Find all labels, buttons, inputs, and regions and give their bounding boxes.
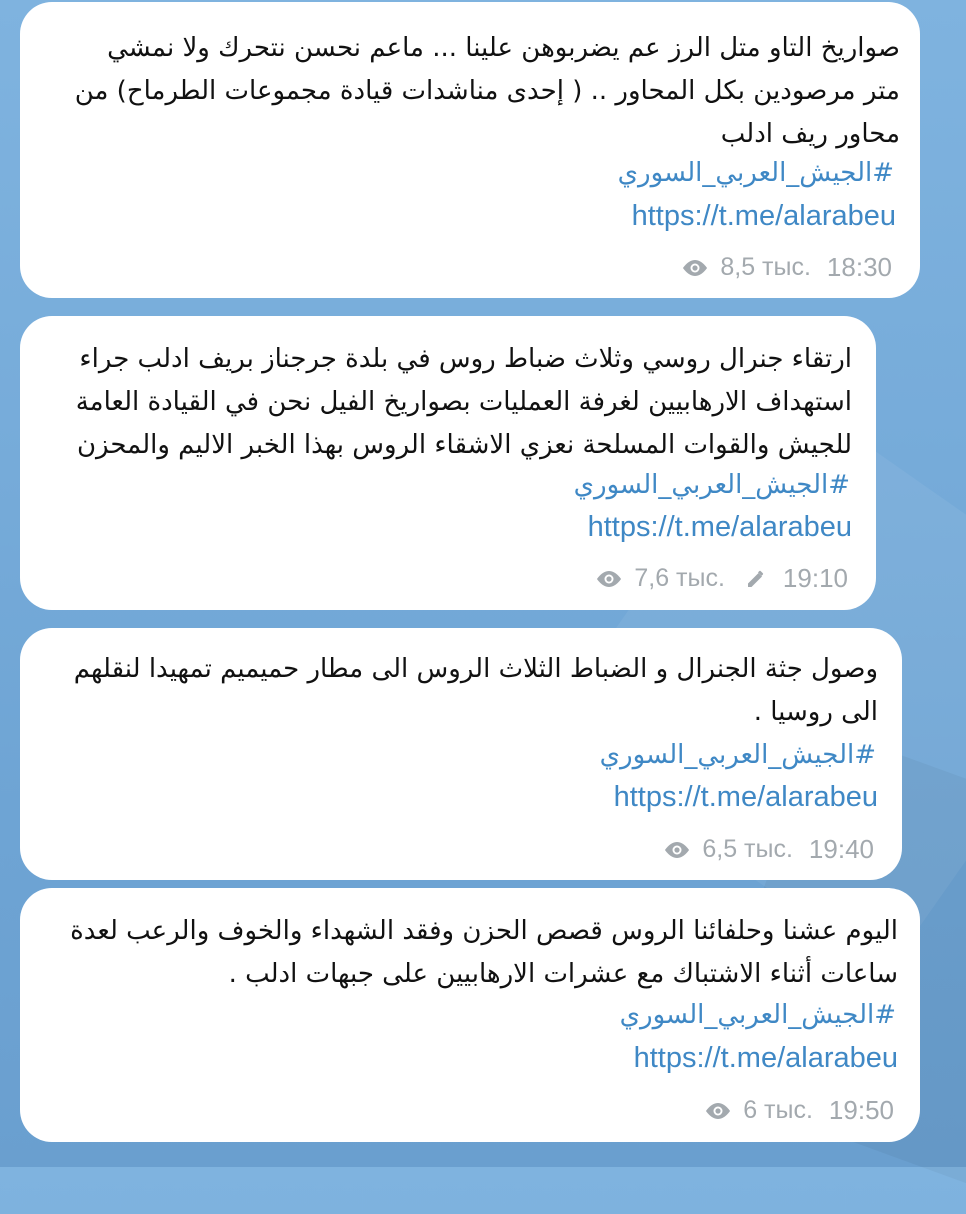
message-meta xyxy=(680,252,892,283)
message-text: وصول جثة الجنرال و الضباط الثلاث الروس الى مطار حميميم تمهيدا لنقلهم الى روسيا . xyxy=(73,654,878,727)
message-time: 18:30 xyxy=(826,252,892,282)
channel-link[interactable]: https://t.me/alarabeu xyxy=(613,781,878,813)
message-bubble[interactable] xyxy=(20,316,876,610)
message-bubble[interactable] xyxy=(20,2,920,298)
message-time: 19:10 xyxy=(782,563,848,593)
hashtag-link[interactable]: #الجيش_العربي_السوري xyxy=(619,1000,896,1030)
view-count: 7,6 тыс. xyxy=(634,564,725,592)
message-time: 19:50 xyxy=(828,1095,894,1125)
message-text: ارتقاء جنرال روسي وثلاث ضباط روس في بلدة جرجناز بريف ادلب جراء استهداف الارهابيين لغرفة العمليات بصواريخ الفيل نحن في القيادة العامة للجيش والقوات المسلحة نعزي الاشقاء الروس بهذا الخبر الاليم والمحزن xyxy=(75,344,852,460)
pencil-icon xyxy=(745,568,767,590)
message-text: اليوم عشنا وحلفائنا الروس قصص الحزن وفقد الشهداء والخوف والرعب لعدة ساعات أثناء الاشتباك مع عشرات الارهابيين على جبهات ادلب . xyxy=(70,916,898,989)
eye-icon xyxy=(703,1101,733,1121)
message-meta xyxy=(594,563,848,594)
message-meta xyxy=(662,834,874,865)
eye-icon xyxy=(594,569,624,589)
eye-icon xyxy=(680,258,710,278)
channel-link[interactable]: https://t.me/alarabeu xyxy=(587,511,852,543)
message-text: صواريخ التاو متل الرز عم يضربوهن علينا ... ماعم نحسن نتحرك ولا نمشي متر مرصودين بكل المحاور .. ( إحدى مناشدات قيادة مجموعات الطرماح) من محاور ريف ادلب xyxy=(74,33,900,149)
eye-icon xyxy=(662,840,692,860)
hashtag-link[interactable]: #الجيش_العربي_السوري xyxy=(573,470,850,500)
view-count: 6,5 тыс. xyxy=(702,835,793,863)
message-meta xyxy=(703,1095,894,1126)
message-time: 19:40 xyxy=(808,834,874,864)
hashtag-link[interactable]: #الجيش_العربي_السوري xyxy=(617,158,894,188)
hashtag-link[interactable]: #الجيش_العربي_السوري xyxy=(599,740,876,770)
view-count: 8,5 тыс. xyxy=(720,253,811,281)
channel-link[interactable]: https://t.me/alarabeu xyxy=(631,200,896,232)
view-count: 6 тыс. xyxy=(743,1096,813,1124)
message-bubble[interactable] xyxy=(20,628,902,880)
message-bubble[interactable] xyxy=(20,888,920,1142)
channel-link[interactable]: https://t.me/alarabeu xyxy=(633,1042,898,1074)
